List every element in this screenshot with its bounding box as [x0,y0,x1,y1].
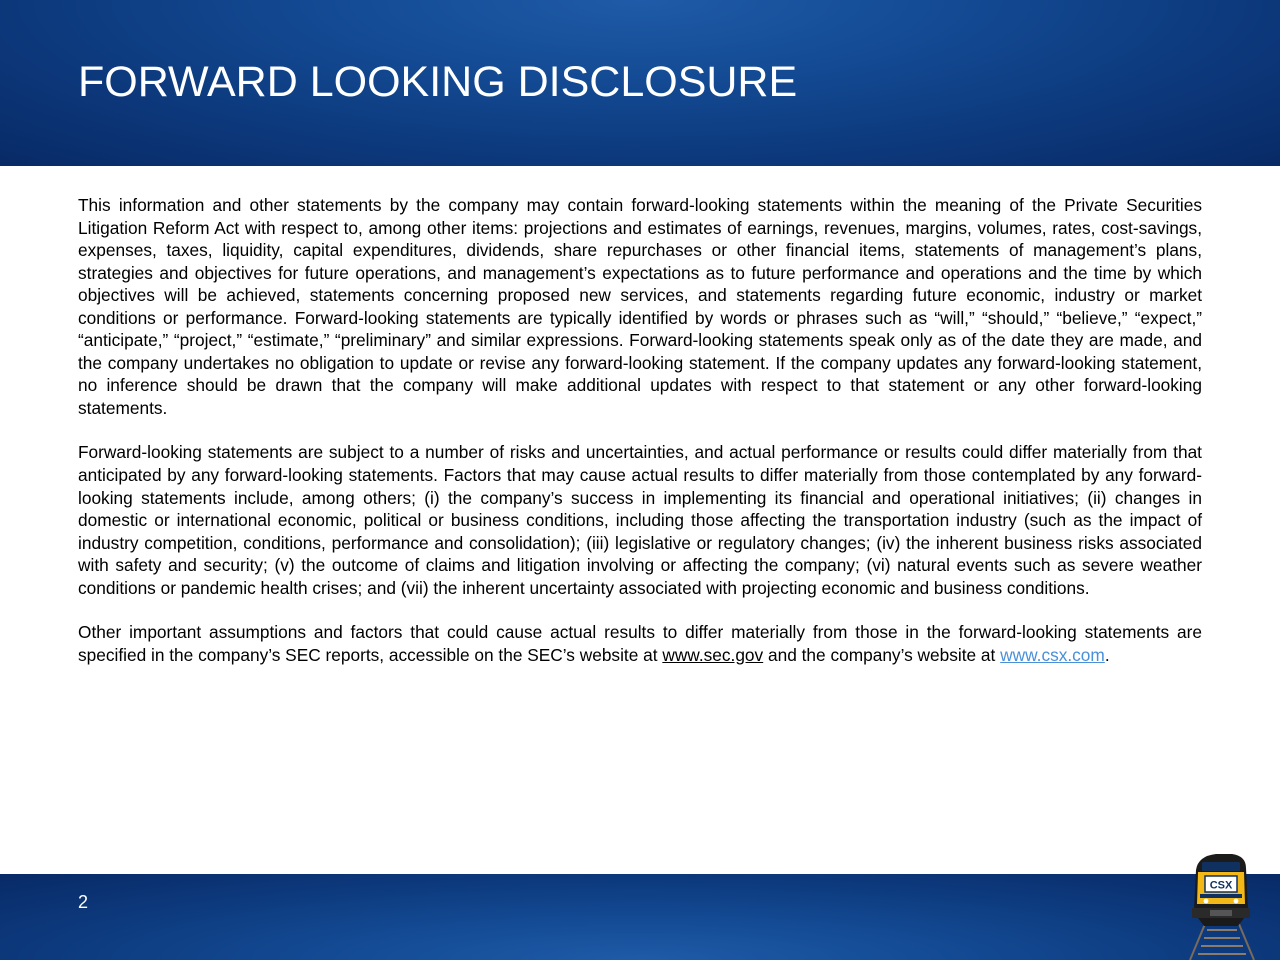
page-number: 2 [78,892,89,912]
csx-locomotive-logo-icon [1176,850,1266,960]
disclosure-paragraph-1: This information and other statements by the company may contain forward-looking statements within the meaning of the Private Securities Litigation Reform Act with respect to, among other items: projections and estimates of earnings, revenues, margins, volumes, rates, cost-savings, expenses, taxes, liquidity, capital expenditures, dividends, share repurchases or other financial items, statements of management’s plans, strategies and objectives for future operations, and management’s expectations as to future performance and operations and the time by which objectives will be achieved, statements concerning proposed new services, and statements regarding future economic, industry or market conditions or performance. Forward-looking statements are typically identified by words or phrases such as “will,” “should,” “believe,” “expect,” “anticipate,” “project,” “estimate,” “preliminary” and similar expressions. Forward-looking statements speak only as of the date they are made, and the company undertakes no obligation to update or revise any forward-looking statement. If the company updates any forward-looking statement, no inference should be drawn that the company will make additional updates with respect to that statement or any other forward-looking statements. [78,195,1202,418]
disclosure-paragraph-3 [78,621,1202,666]
paragraph-3-text-middle: and the company’s website at [763,644,1001,665]
csx-website-link[interactable]: www.csx.com [1000,644,1105,665]
paragraph-3-text-start: Other important assumptions and factors that could cause actual results to differ materially from those in the forward-looking statements are specified in the company’s SEC reports, accessible on the SEC’s website at [78,622,1202,665]
disclosure-body [78,194,1202,666]
header-banner [0,0,1280,166]
disclosure-paragraph-2: Forward-looking statements are subject to a number of risks and uncertainties, and actual performance or results could differ materially from that anticipated by any forward-looking statements. Factors that may cause actual results to differ materially from those contemplated by any forward-looking statements include, among others; (i) the company’s success in implementing its financial and operational initiatives; (ii) changes in domestic or international economic, political or business conditions, including those affecting the transportation industry (such as the impact of industry competition, conditions, performance and consolidation); (iii) legislative or regulatory changes; (iv) the inherent business risks associated with safety and security; (v) the outcome of claims and litigation involving or affecting the company; (vi) natural events such as severe weather conditions or pandemic health crises; and (vii) the inherent uncertainty associated with projecting economic and business conditions. [78,442,1202,598]
logo-text: CSX [1209,879,1233,892]
slide-title: FORWARD LOOKING DISCLOSURE [78,58,798,106]
footer-banner [0,874,1280,960]
locomotive [1192,854,1250,926]
paragraph-3-text-end: . [1104,644,1110,665]
sec-website-link[interactable]: www.sec.gov [662,644,764,665]
